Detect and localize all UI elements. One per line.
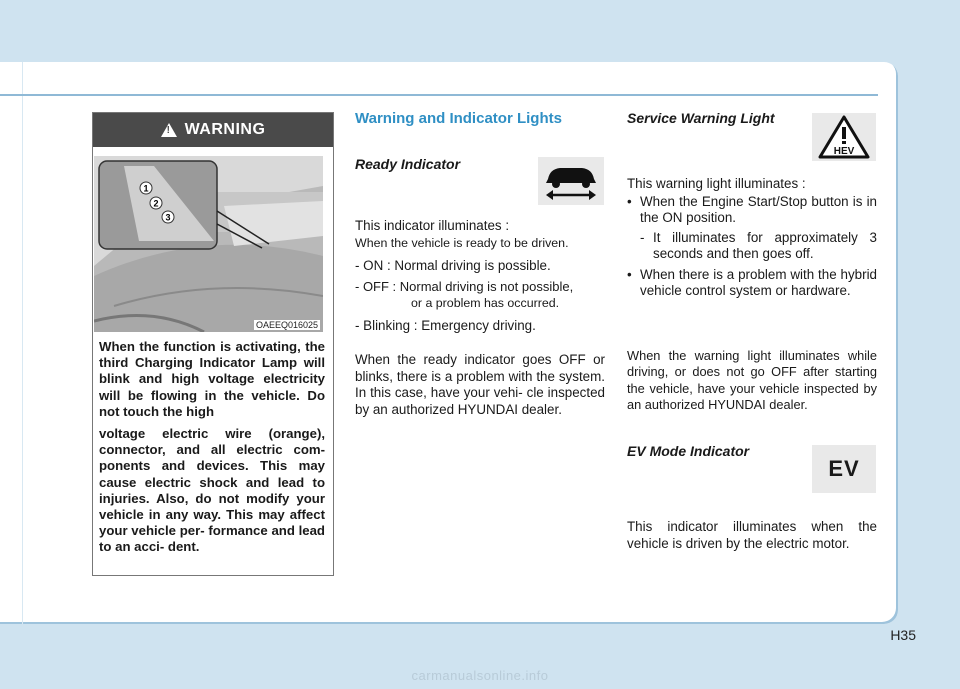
- service-paragraph: When the warning light illuminates while driving, or does not go OFF after starting the vehicle, have your vehicle inspected by an authorized HYUNDAI dealer.: [627, 347, 877, 413]
- ready-indicator-title: Ready Indicator: [355, 156, 461, 172]
- ready-off-continued: or a problem has occurred.: [411, 296, 560, 310]
- ready-off-item: - OFF : Normal driving is not possible,: [355, 278, 574, 294]
- service-sub-item: - It illuminates for approximately 3 seconds and then goes off.: [627, 230, 877, 263]
- car-hood-image: [94, 156, 323, 332]
- service-intro: This warning light illuminates :: [627, 176, 806, 191]
- service-icon-label: HEV: [833, 146, 855, 157]
- middle-column: [355, 110, 605, 417]
- warning-title: WARNING: [184, 121, 266, 138]
- warning-box: [92, 112, 334, 576]
- callout-1: 1: [143, 183, 149, 194]
- warning-text: [99, 339, 325, 562]
- hev-warning-triangle-icon: [812, 113, 876, 161]
- vehicle-hood-illustration: [94, 156, 323, 332]
- ev-mode-paragraph: This indicator illuminates when the vehicle is driven by the electric motor.: [627, 519, 877, 551]
- ready-blinking-item: - Blinking : Emergency driving.: [355, 317, 536, 333]
- service-bullet-1: • When the Engine Start/Stop button is in the ON position.: [627, 194, 877, 227]
- service-warning-body: [627, 176, 877, 300]
- car-arrows-icon: [538, 157, 604, 205]
- ready-intro-1: This indicator illuminates :: [355, 218, 510, 233]
- page-number: H35: [890, 627, 916, 643]
- ready-on-item: - ON : Normal driving is possible.: [355, 258, 551, 273]
- callout-2: 2: [153, 198, 159, 209]
- ready-intro-2: When the vehicle is ready to be driven.: [355, 235, 569, 250]
- ready-indicator-icon: [538, 157, 604, 205]
- service-warning-icon: [812, 113, 876, 161]
- ev-mode-icon: EV: [812, 445, 876, 493]
- watermark: carmanualsonline.info: [411, 668, 549, 683]
- warning-paragraph-1: When the function is activating, the third Charging Indicator Lamp will blink and high voltage electricity will be flowing in the vehicle. Do not touch the high: [99, 339, 325, 419]
- header-rule: [0, 94, 878, 96]
- image-code: OAEEQ016025: [255, 320, 318, 330]
- ready-paragraph: When the ready indicator goes OFF or blinks, there is a problem with the system. In this case, have your vehi- cle inspected by an authorized HYUNDAI dealer.: [355, 352, 605, 417]
- warning-triangle-icon: !: [161, 123, 177, 137]
- ready-indicator-body: [355, 218, 605, 418]
- service-bullet-2: • When there is a problem with the hybrid vehicle control system or hardware.: [627, 267, 877, 300]
- callout-3: 3: [165, 212, 171, 223]
- left-margin-rule: [22, 62, 23, 624]
- ev-mode-title: EV Mode Indicator: [627, 443, 750, 459]
- warning-header: [93, 113, 333, 147]
- service-warning-title: Service Warning Light: [627, 110, 775, 126]
- section-title: Warning and Indicator Lights: [355, 110, 562, 127]
- warning-paragraph-2: voltage electric wire (orange), connector, and all electric com- ponents and devices. This may cause electric shock and lead to injuries. Also, do not modify your vehicle in any way. This may affect your vehicle per- formance and lead to an acci- dent.: [99, 426, 325, 555]
